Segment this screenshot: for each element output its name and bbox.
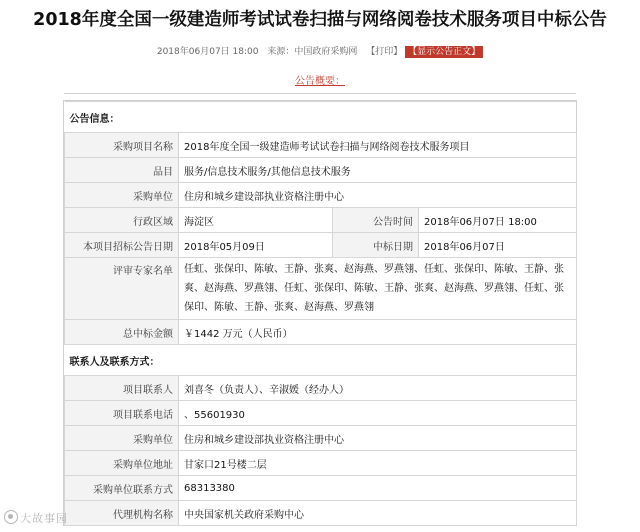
experts-value: 任虹、张保印、陈敏、王静、张爽、赵海燕、罗燕翎、任虹、张保印、陈敏、王静、张爽、赵海燕、罗燕翎、任虹、张保印、陈敏、王静、张爽、赵海燕、罗燕翎、任虹、张保印、陈敏、王静、张爽、赵海燕、罗燕翎	[179, 258, 577, 320]
table-row	[65, 158, 577, 183]
table-row	[65, 376, 577, 401]
table-row	[65, 183, 577, 208]
row-label: 总中标金额	[65, 320, 179, 345]
row-label: 采购单位	[65, 426, 179, 451]
show-body-button[interactable]: 【显示公告正文】	[405, 46, 483, 58]
row-label: 本项目招标公告日期	[65, 233, 179, 258]
row-label: 品目	[65, 158, 179, 183]
contact-purchaser-value: 住房和城乡建设部执业资格注册中心	[179, 426, 577, 451]
announce-time-value: 2018年06月07日 18:00	[419, 208, 577, 233]
row-label: 项目联系人	[65, 376, 179, 401]
table-row	[65, 320, 577, 345]
table-row	[65, 233, 577, 258]
row-label: 采购单位地址	[65, 451, 179, 476]
row-label: 行政区域	[65, 208, 179, 233]
row-label: 采购单位联系方式	[65, 476, 179, 501]
table-row	[65, 476, 577, 501]
table-row	[65, 426, 577, 451]
divider	[64, 93, 576, 94]
project-contact-value: 刘喜冬（负责人）、辛淑媛（经办人）	[179, 376, 577, 401]
section-row-announcement	[65, 102, 577, 133]
table-row	[65, 451, 577, 476]
watermark-text: 大故事园	[20, 512, 68, 525]
row-label: 公告时间	[333, 208, 419, 233]
section-title-contacts: 联系人及联系方式：	[65, 345, 577, 376]
project-phone-value: 、55601930	[179, 401, 577, 426]
purchaser-phone-value: 68313380	[179, 476, 577, 501]
row-label: 评审专家名单	[65, 258, 179, 320]
print-link[interactable]: 【打印】	[366, 47, 403, 57]
table-row	[65, 258, 577, 320]
announcement-table-container	[63, 100, 577, 526]
announcement-table	[64, 101, 577, 526]
purchaser-value: 住房和城乡建设部执业资格注册中心	[179, 183, 577, 208]
row-label: 代理机构名称	[65, 501, 179, 526]
publish-datetime: 2018年06月07日 18:00	[156, 47, 259, 57]
tender-date-value: 2018年05月09日	[179, 233, 333, 258]
district-value: 海淀区	[179, 208, 333, 233]
watermark-logo-icon	[4, 510, 18, 524]
project-name-value: 2018年度全国一级建造师考试试卷扫描与网络阅卷技术服务项目	[179, 133, 577, 158]
page-title: 2018年度全国一级建造师考试试卷扫描与网络阅卷技术服务项目中标公告	[33, 10, 607, 30]
source-label: 来源：中国政府采购网	[267, 47, 358, 57]
row-label: 中标日期	[333, 233, 419, 258]
table-row	[65, 208, 577, 233]
meta-line	[0, 44, 640, 58]
table-row	[65, 501, 577, 526]
agency-value: 中央国家机关政府采购中心	[179, 501, 577, 526]
section-row-contacts	[65, 345, 577, 376]
table-row	[65, 133, 577, 158]
section-title-announcement: 公告信息：	[65, 102, 577, 133]
category-value: 服务/信息技术服务/其他信息技术服务	[179, 158, 577, 183]
watermark	[4, 510, 68, 526]
table-row	[65, 401, 577, 426]
row-label: 项目联系电话	[65, 401, 179, 426]
summary-link[interactable]: 公告概要：	[295, 76, 345, 87]
row-label: 采购单位	[65, 183, 179, 208]
purchaser-address-value: 甘家口21号楼二层	[179, 451, 577, 476]
amount-value: ￥1442 万元（人民币）	[179, 320, 577, 345]
row-label: 采购项目名称	[65, 133, 179, 158]
award-date-value: 2018年06月07日	[419, 233, 577, 258]
